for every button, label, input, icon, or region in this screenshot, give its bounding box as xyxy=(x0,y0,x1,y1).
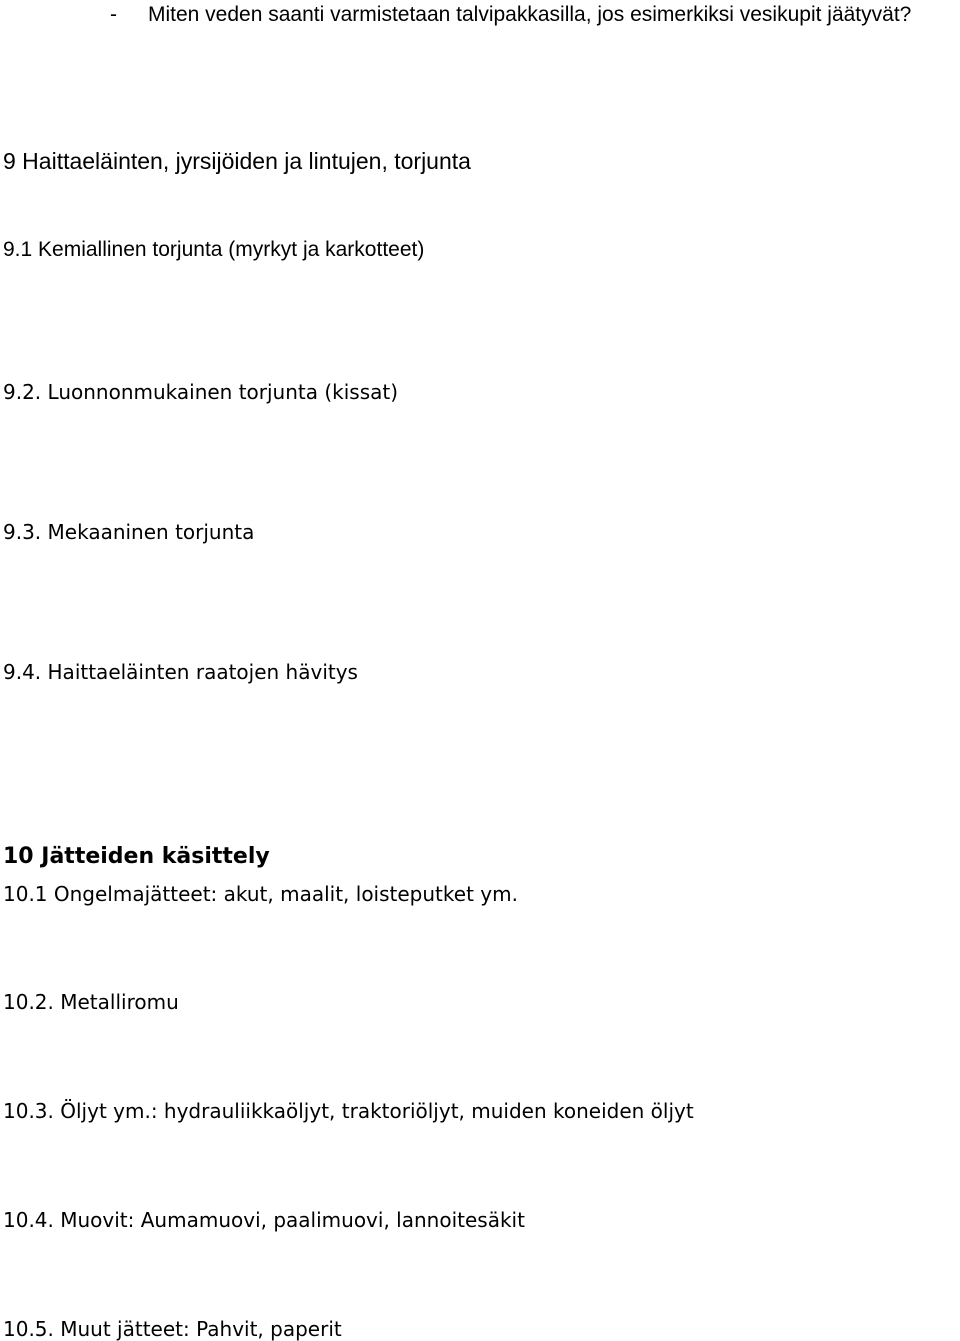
subsection-10-5: 10.5. Muut jätteet: Pahvit, paperit xyxy=(3,1317,342,1341)
subsection-9-4: 9.4. Haittaeläinten raatojen hävitys xyxy=(3,660,358,684)
section-9-heading: 9 Haittaeläinten, jyrsijöiden ja lintujen, torjunta xyxy=(3,148,471,174)
subsection-10-1: 10.1 Ongelmajätteet: akut, maalit, loisteputket ym. xyxy=(3,882,518,906)
subsection-9-1: 9.1 Kemiallinen torjunta (myrkyt ja karkotteet) xyxy=(3,238,425,261)
bullet-dash: - xyxy=(110,3,117,26)
subsection-10-4: 10.4. Muovit: Aumamuovi, paalimuovi, lannoitesäkit xyxy=(3,1208,525,1232)
question-text: Miten veden saanti varmistetaan talvipakkasilla, jos esimerkiksi vesikupit jäätyvät? xyxy=(148,3,912,26)
subsection-10-3: 10.3. Öljyt ym.: hydrauliikkaöljyt, traktoriöljyt, muiden koneiden öljyt xyxy=(3,1099,694,1123)
subsection-9-2: 9.2. Luonnonmukainen torjunta (kissat) xyxy=(3,380,399,404)
section-10-heading: 10 Jätteiden käsittely xyxy=(3,844,270,869)
subsection-10-2: 10.2. Metalliromu xyxy=(3,990,179,1014)
subsection-9-3: 9.3. Mekaaninen torjunta xyxy=(3,520,255,544)
